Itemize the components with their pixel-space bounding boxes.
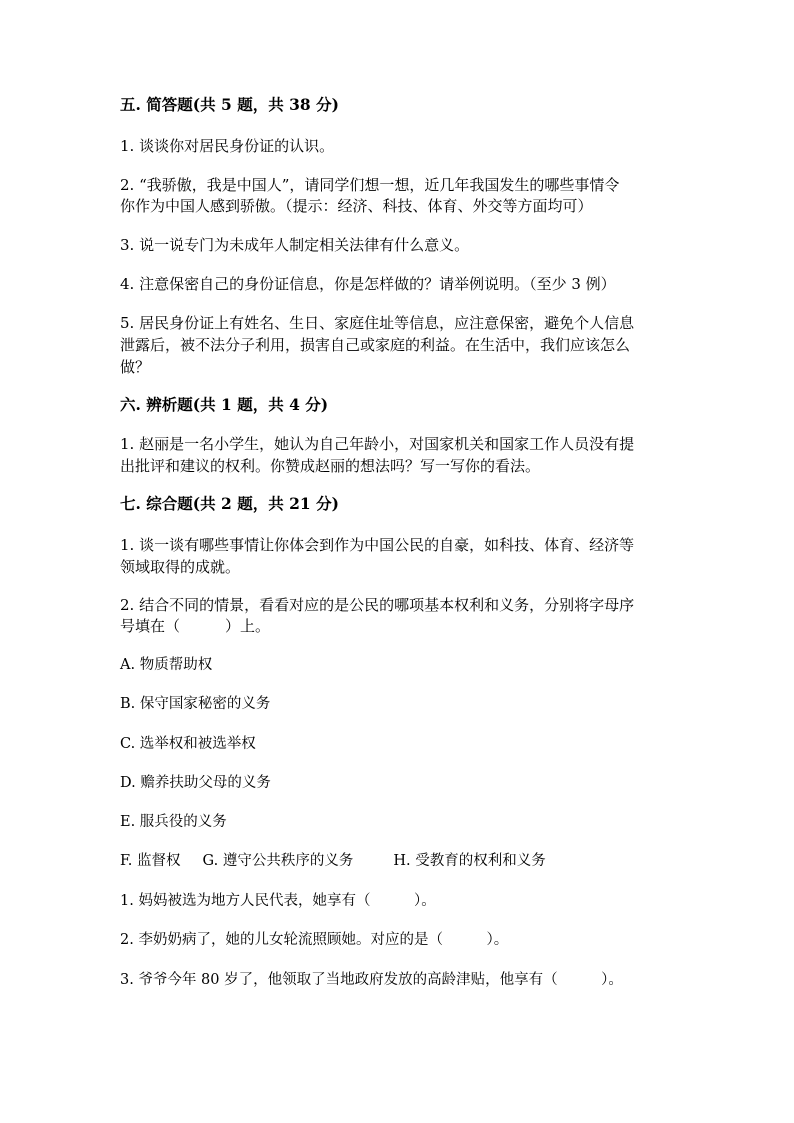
option-f: F. 监督权 (120, 853, 181, 869)
options-f-g-h (120, 850, 546, 872)
s7-question-2-line-1: 2. 结合不同的情景，看看对应的是公民的哪项基本权利和义务，分别将字母序 (120, 596, 635, 614)
option-h: H. 受教育的权利和义务 (393, 853, 546, 869)
s7-question-1-line-1: 1. 谈一谈有哪些事情让你体会到作为中国公民的自豪，如科技、体育、经济等 (120, 536, 635, 554)
option-a: A. 物质帮助权 (120, 657, 213, 673)
s5-question-1: 1. 谈谈你对居民身份证的认识。 (120, 137, 335, 155)
sub-question-2: 2. 李奶奶病了，她的儿女轮流照顾她。对应的是（ ）。 (120, 932, 509, 948)
section-6-title: 六. 辨析题(共 1 题，共 4 分) (120, 395, 329, 414)
s5-question-4: 4. 注意保密自己的身份证信息，你是怎样做的？请举例说明。（至少 3 例） (120, 275, 616, 293)
s7-question-2-line-2: 号填在（ ）上。 (120, 617, 271, 635)
s5-question-5-line-2: 泄露后，被不法分子利用，损害自己或家庭的利益。在生活中，我们应该怎么 (120, 336, 631, 354)
s6-question-1-line-2: 出批评和建议的权利。你赞成赵丽的想法吗？写一写你的看法。 (120, 457, 541, 475)
s5-question-2-line-2: 你作为中国人感到骄傲。（提示：经济、科技、体育、外交等方面均可） (120, 197, 593, 215)
option-d: D. 赡养扶助父母的义务 (120, 775, 271, 791)
sub-question-3: 3. 爷爷今年 80 岁了，他领取了当地政府发放的高龄津贴，他享有（ ）。 (120, 972, 623, 988)
section-5-title: 五. 简答题(共 5 题，共 38 分) (120, 95, 339, 114)
s5-question-5-line-3: 做？ (120, 358, 151, 376)
s5-question-2-line-1: 2. “我骄傲，我是中国人”，请同学们想一想，近几年我国发生的哪些事情令 (120, 176, 620, 194)
s6-question-1-line-1: 1. 赵丽是一名小学生，她认为自己年龄小，对国家机关和国家工作人员没有提 (120, 435, 635, 453)
s5-question-3: 3. 说一说专门为未成年人制定相关法律有什么意义。 (120, 236, 470, 254)
s5-question-5-line-1: 5. 居民身份证上有姓名、生日、家庭住址等信息，应注意保密，避免个人信息 (120, 314, 635, 332)
sub-question-1: 1. 妈妈被选为地方人民代表，她享有（ ）。 (120, 893, 436, 909)
option-b: B. 保守国家秘密的义务 (120, 696, 271, 712)
option-e: E. 服兵役的义务 (120, 814, 227, 830)
option-g: G. 遵守公共秩序的义务 (202, 853, 354, 869)
option-c: C. 选举权和被选举权 (120, 736, 256, 752)
s7-question-1-line-2: 领域取得的成就。 (120, 558, 241, 576)
section-7-title: 七. 综合题(共 2 题，共 21 分) (120, 494, 339, 513)
